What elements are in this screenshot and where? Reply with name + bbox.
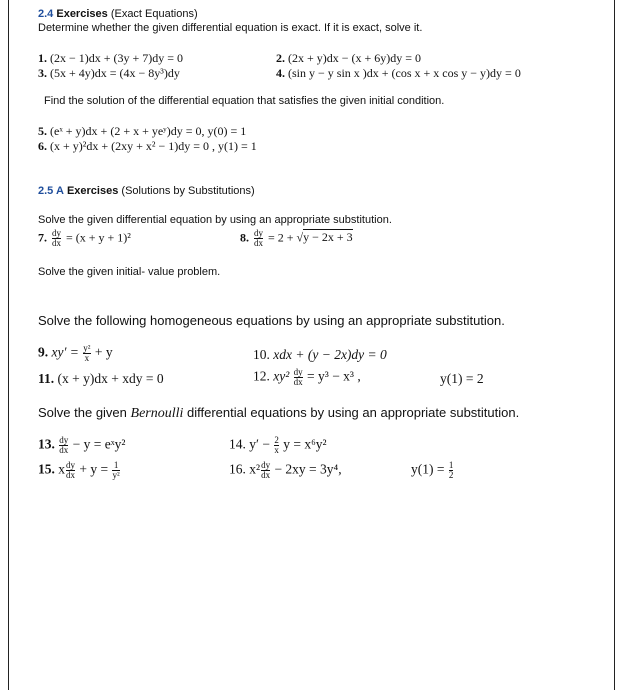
instruction-initial-condition: Find the solution of the differential equation that satisfies the given initial condition.: [44, 95, 445, 107]
instruction-ivp: Solve the given initial- value problem.: [38, 266, 221, 278]
section-2-4-heading: [38, 8, 198, 20]
problem-7: 7. $\frac{dy}{dx}$ = (x + y + 1)²: [38, 228, 131, 248]
problem-11: 11. (x + y)dx + xdy = 0: [38, 371, 164, 386]
fraction-dy-dx: $\frac{dy}{dx}$: [261, 460, 271, 480]
problem-12: 12. xy² $\frac{dy}{dx}$ = y³ − x³ ,: [253, 367, 361, 387]
instruction-substitution: Solve the given differential equation by using an appropriate substitution.: [38, 214, 392, 226]
problem-1: 1. (2x − 1)dx + (3y + 7)dy = 0: [38, 51, 184, 65]
problem-16: 16. x² $\frac{dy}{dx}$ − 2xy = 3y⁴,: [229, 460, 342, 480]
section-title-bold: Exercises: [66, 185, 119, 197]
problem-13: 13. $\frac{dy}{dx}$ − y = eˣy²: [38, 435, 126, 455]
fraction-2-x: $\frac{2}{x}$: [274, 435, 279, 455]
fraction-dy-dx: $\frac{dy}{dx}$: [59, 435, 69, 455]
problem-16-condition: y(1) = $\frac{1}{2}$: [411, 460, 454, 480]
section-number: 2.4: [38, 8, 54, 20]
section-number: 2.5 A: [38, 185, 64, 197]
fraction-y2-x: $\frac{\text{y²}}{x}$: [83, 343, 91, 363]
fraction-1-y2: $\frac{1}{\text{y²}}$: [112, 460, 120, 480]
problem-12-condition: y(1) = 2: [440, 371, 484, 386]
instruction-homogeneous: Solve the following homogeneous equations by using an appropriate substitution.: [38, 313, 505, 328]
sqrt-radicand: y − 2x + 3: [303, 230, 353, 245]
problem-14: 14. y′ − $\frac{2}{x}$ y = x⁶y²: [229, 435, 327, 455]
instruction-bernoulli: Solve the given Bernoulli differential equations by using an appropriate substitution.: [38, 405, 520, 421]
problem-2: 2. (2x + y)dx − (x + 6y)dy = 0: [276, 51, 422, 65]
problem-15: 15. x $\frac{dy}{dx}$ + y = $\frac{1}{\text{y²}}$: [38, 460, 120, 480]
section-title-bold: Exercises: [56, 8, 108, 20]
problem-6: 6. (x + y)²dx + (2xy + x² − 1)dy = 0 , y(1) = 1: [38, 139, 257, 153]
fraction-dy-dx: $\frac{dy}{dx}$: [52, 228, 61, 248]
problem-8: 8. $\frac{dy}{dx}$ = 2 + √y − 2x + 3: [240, 228, 353, 248]
fraction-dy-dx: $\frac{dy}{dx}$: [254, 228, 263, 248]
fraction-1-2: $\frac{1}{2}$: [448, 460, 454, 480]
problem-9: 9. xy′ = $\frac{\text{y²}}{x}$ + y: [38, 343, 113, 363]
problem-5: 5. (eˣ + y)dx + (2 + x + yeʸ)dy = 0, y(0) = 1: [38, 124, 247, 138]
fraction-dy-dx: $\frac{dy}{dx}$: [293, 367, 303, 387]
instruction-exact: Determine whether the given differential equation is exact. If it is exact, solve it.: [38, 22, 423, 34]
sqrt-symbol: √: [296, 230, 304, 245]
problem-4: 4. (sin y − y sin x )dx + (cos x + x cos y − y)dy = 0: [276, 66, 521, 80]
section-title-rest: (Exact Equations): [110, 8, 198, 20]
section-2-5-heading: [38, 185, 255, 197]
section-title-rest: (Solutions by Substitutions): [121, 185, 255, 197]
problem-10: 10. xdx + (y − 2x)dy = 0: [253, 347, 387, 362]
problem-3: 3. (5x + 4y)dx = (4x − 8y³)dy: [38, 66, 180, 80]
fraction-dy-dx: $\frac{dy}{dx}$: [66, 460, 75, 480]
